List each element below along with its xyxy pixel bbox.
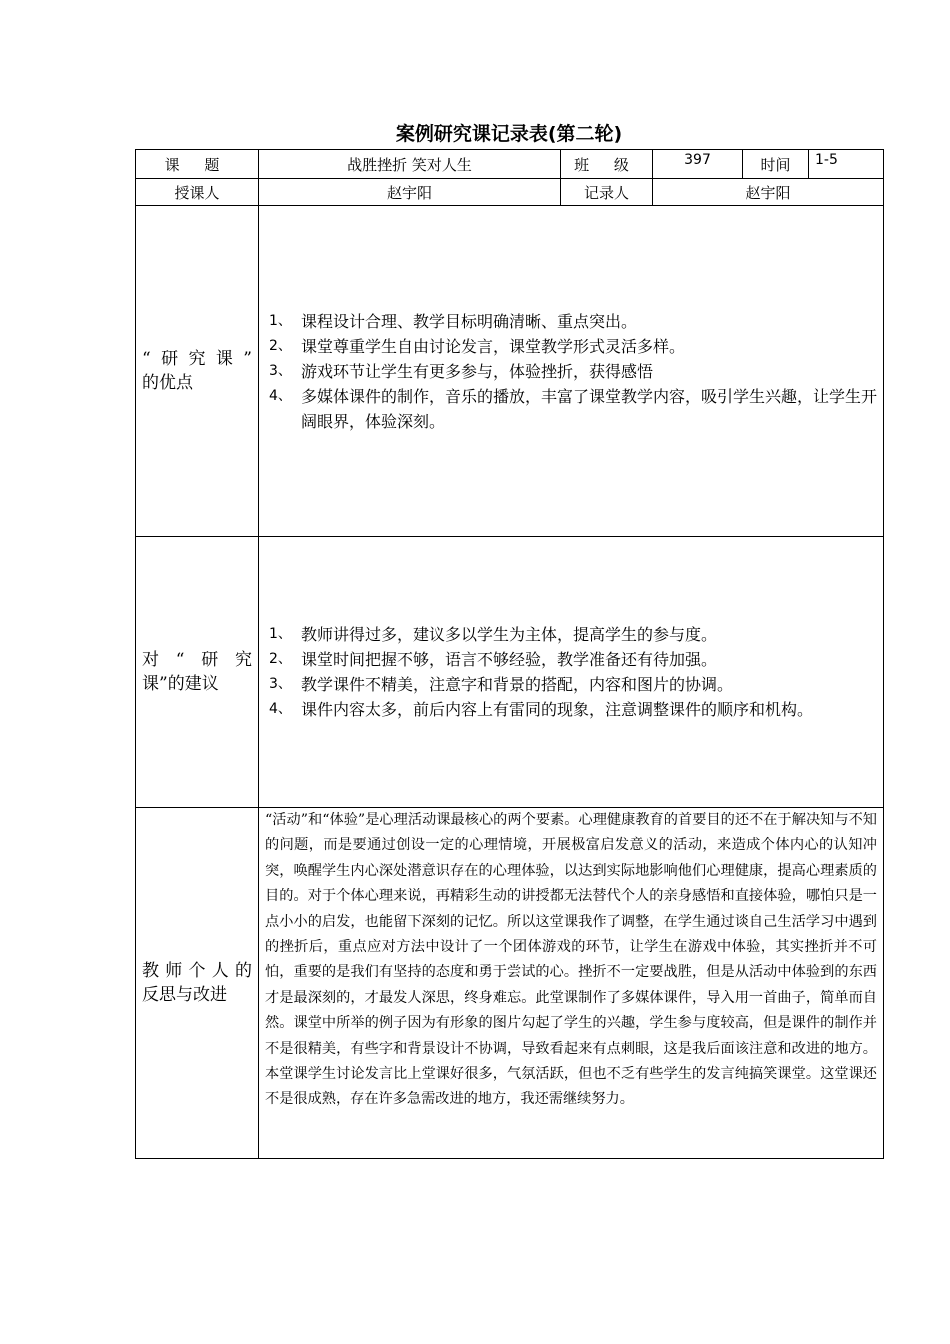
recorder-label: 记录人: [561, 179, 653, 206]
item-text: 课堂尊重学生自由讨论发言，课堂教学形式灵活多样。: [301, 336, 686, 356]
advantages-list: [265, 309, 877, 434]
advantages-label-line1: “研究课”: [142, 349, 252, 369]
record-table: [135, 149, 884, 1159]
list-item: [265, 622, 877, 647]
time-label: 时间: [743, 150, 809, 179]
time-value: 1-5: [809, 150, 884, 179]
item-text: 多媒体课件的制作，音乐的播放，丰富了课堂教学内容，吸引学生兴趣，让学生开阔眼界，体验深刻。: [301, 386, 878, 431]
item-text: 教师讲得过多，建议多以学生为主体，提高学生的参与度。: [301, 625, 718, 644]
course-label: 课 题: [136, 150, 259, 179]
suggestions-content: [259, 537, 884, 808]
teacher-value: 赵宇阳: [259, 179, 561, 206]
item-number: 1、: [269, 312, 292, 329]
list-item: [265, 359, 877, 384]
advantages-row: [136, 206, 884, 537]
item-number: 4、: [269, 387, 292, 404]
item-text: 教学课件不精美，注意字和背景的搭配，内容和图片的协调。: [301, 675, 734, 694]
list-item: [265, 697, 877, 722]
item-number: 2、: [269, 651, 292, 667]
item-number: 3、: [269, 676, 292, 692]
suggestions-row: [136, 537, 884, 808]
list-item: [265, 672, 877, 697]
list-item: [265, 647, 877, 672]
item-number: 4、: [269, 701, 292, 717]
class-label: 班 级: [561, 150, 653, 179]
recorder-value: 赵宇阳: [653, 179, 884, 206]
advantages-label: [136, 206, 259, 537]
advantages-label-line2: 的优点: [142, 373, 193, 393]
reflection-text: “活动”和“体验”是心理活动课最核心的两个要素。心理健康教育的首要目的还不在于解决知与不知的问题，而是要通过创设一定的心理情境，开展极富启发意义的活动，来造成个体内心的认知冲突，唤醒学生内心深处潜意识存在的心理体验，以达到实际地影响他们心理健康，提高心理素质的目的。对于个体心理来说，再精彩生动的讲授都无法替代个人的亲身感悟和直接体验，哪怕只是一点小小的启发，也能留下深刻的记忆。所以这堂课我作了调整，在学生通过谈自己生活学习中遇到的挫折后，重点应对方法中设计了一个团体游戏的环节，让学生在游戏中体验，其实挫折并不可怕，重要的是我们有坚持的态度和勇于尝试的心。挫折不一定要战胜，但是从活动中体验到的东西才是最深刻的，才最发人深思，终身难忘。此堂课制作了多媒体课件，导入用一首曲子，简单而自然。课堂中所举的例子因为有形象的图片勾起了学生的兴趣，学生参与度较高，但是课件的制作并不是很精美，有些字和背景设计不协调，导致看起来有点刺眼，这是我后面该注意和改进的地方。本堂课学生讨论发言比上堂课好很多，气氛活跃，但也不乏有些学生的发言纯搞笑课堂。这堂课还不是很成熟，存在许多急需改进的地方，我还需继续努力。: [259, 808, 884, 1159]
course-value: 战胜挫折 笑对人生: [259, 150, 561, 179]
suggestions-list: [265, 622, 877, 722]
reflection-label: [136, 808, 259, 1159]
document-title: 案例研究课记录表(第二轮): [395, 123, 623, 145]
class-value: 397: [653, 150, 743, 179]
teacher-label: 授课人: [136, 179, 259, 206]
item-text: 游戏环节让学生有更多参与，体验挫折，获得感悟: [301, 361, 654, 381]
item-number: 3、: [269, 362, 292, 379]
item-number: 2、: [269, 337, 292, 354]
advantages-content: [259, 206, 884, 537]
suggestions-label-line2: 课”的建议: [142, 674, 219, 694]
course-row: [136, 150, 884, 179]
suggestions-label-line1: 对“研究: [142, 650, 252, 670]
item-text: 课堂时间把握不够，语言不够经验，教学准备还有待加强。: [301, 650, 718, 669]
item-text: 课程设计合理、教学目标明确清晰、重点突出。: [301, 311, 638, 331]
suggestions-label: [136, 537, 259, 808]
list-item: [265, 384, 877, 434]
item-text: 课件内容太多，前后内容上有雷同的现象，注意调整课件的顺序和机构。: [301, 700, 814, 719]
item-number: 1、: [269, 626, 292, 642]
teacher-row: [136, 179, 884, 206]
list-item: [265, 309, 877, 334]
reflection-label-line2: 反思与改进: [142, 985, 227, 1005]
list-item: [265, 334, 877, 359]
reflection-row: [136, 808, 884, 1159]
reflection-label-line1: 教师个人的: [142, 961, 252, 981]
